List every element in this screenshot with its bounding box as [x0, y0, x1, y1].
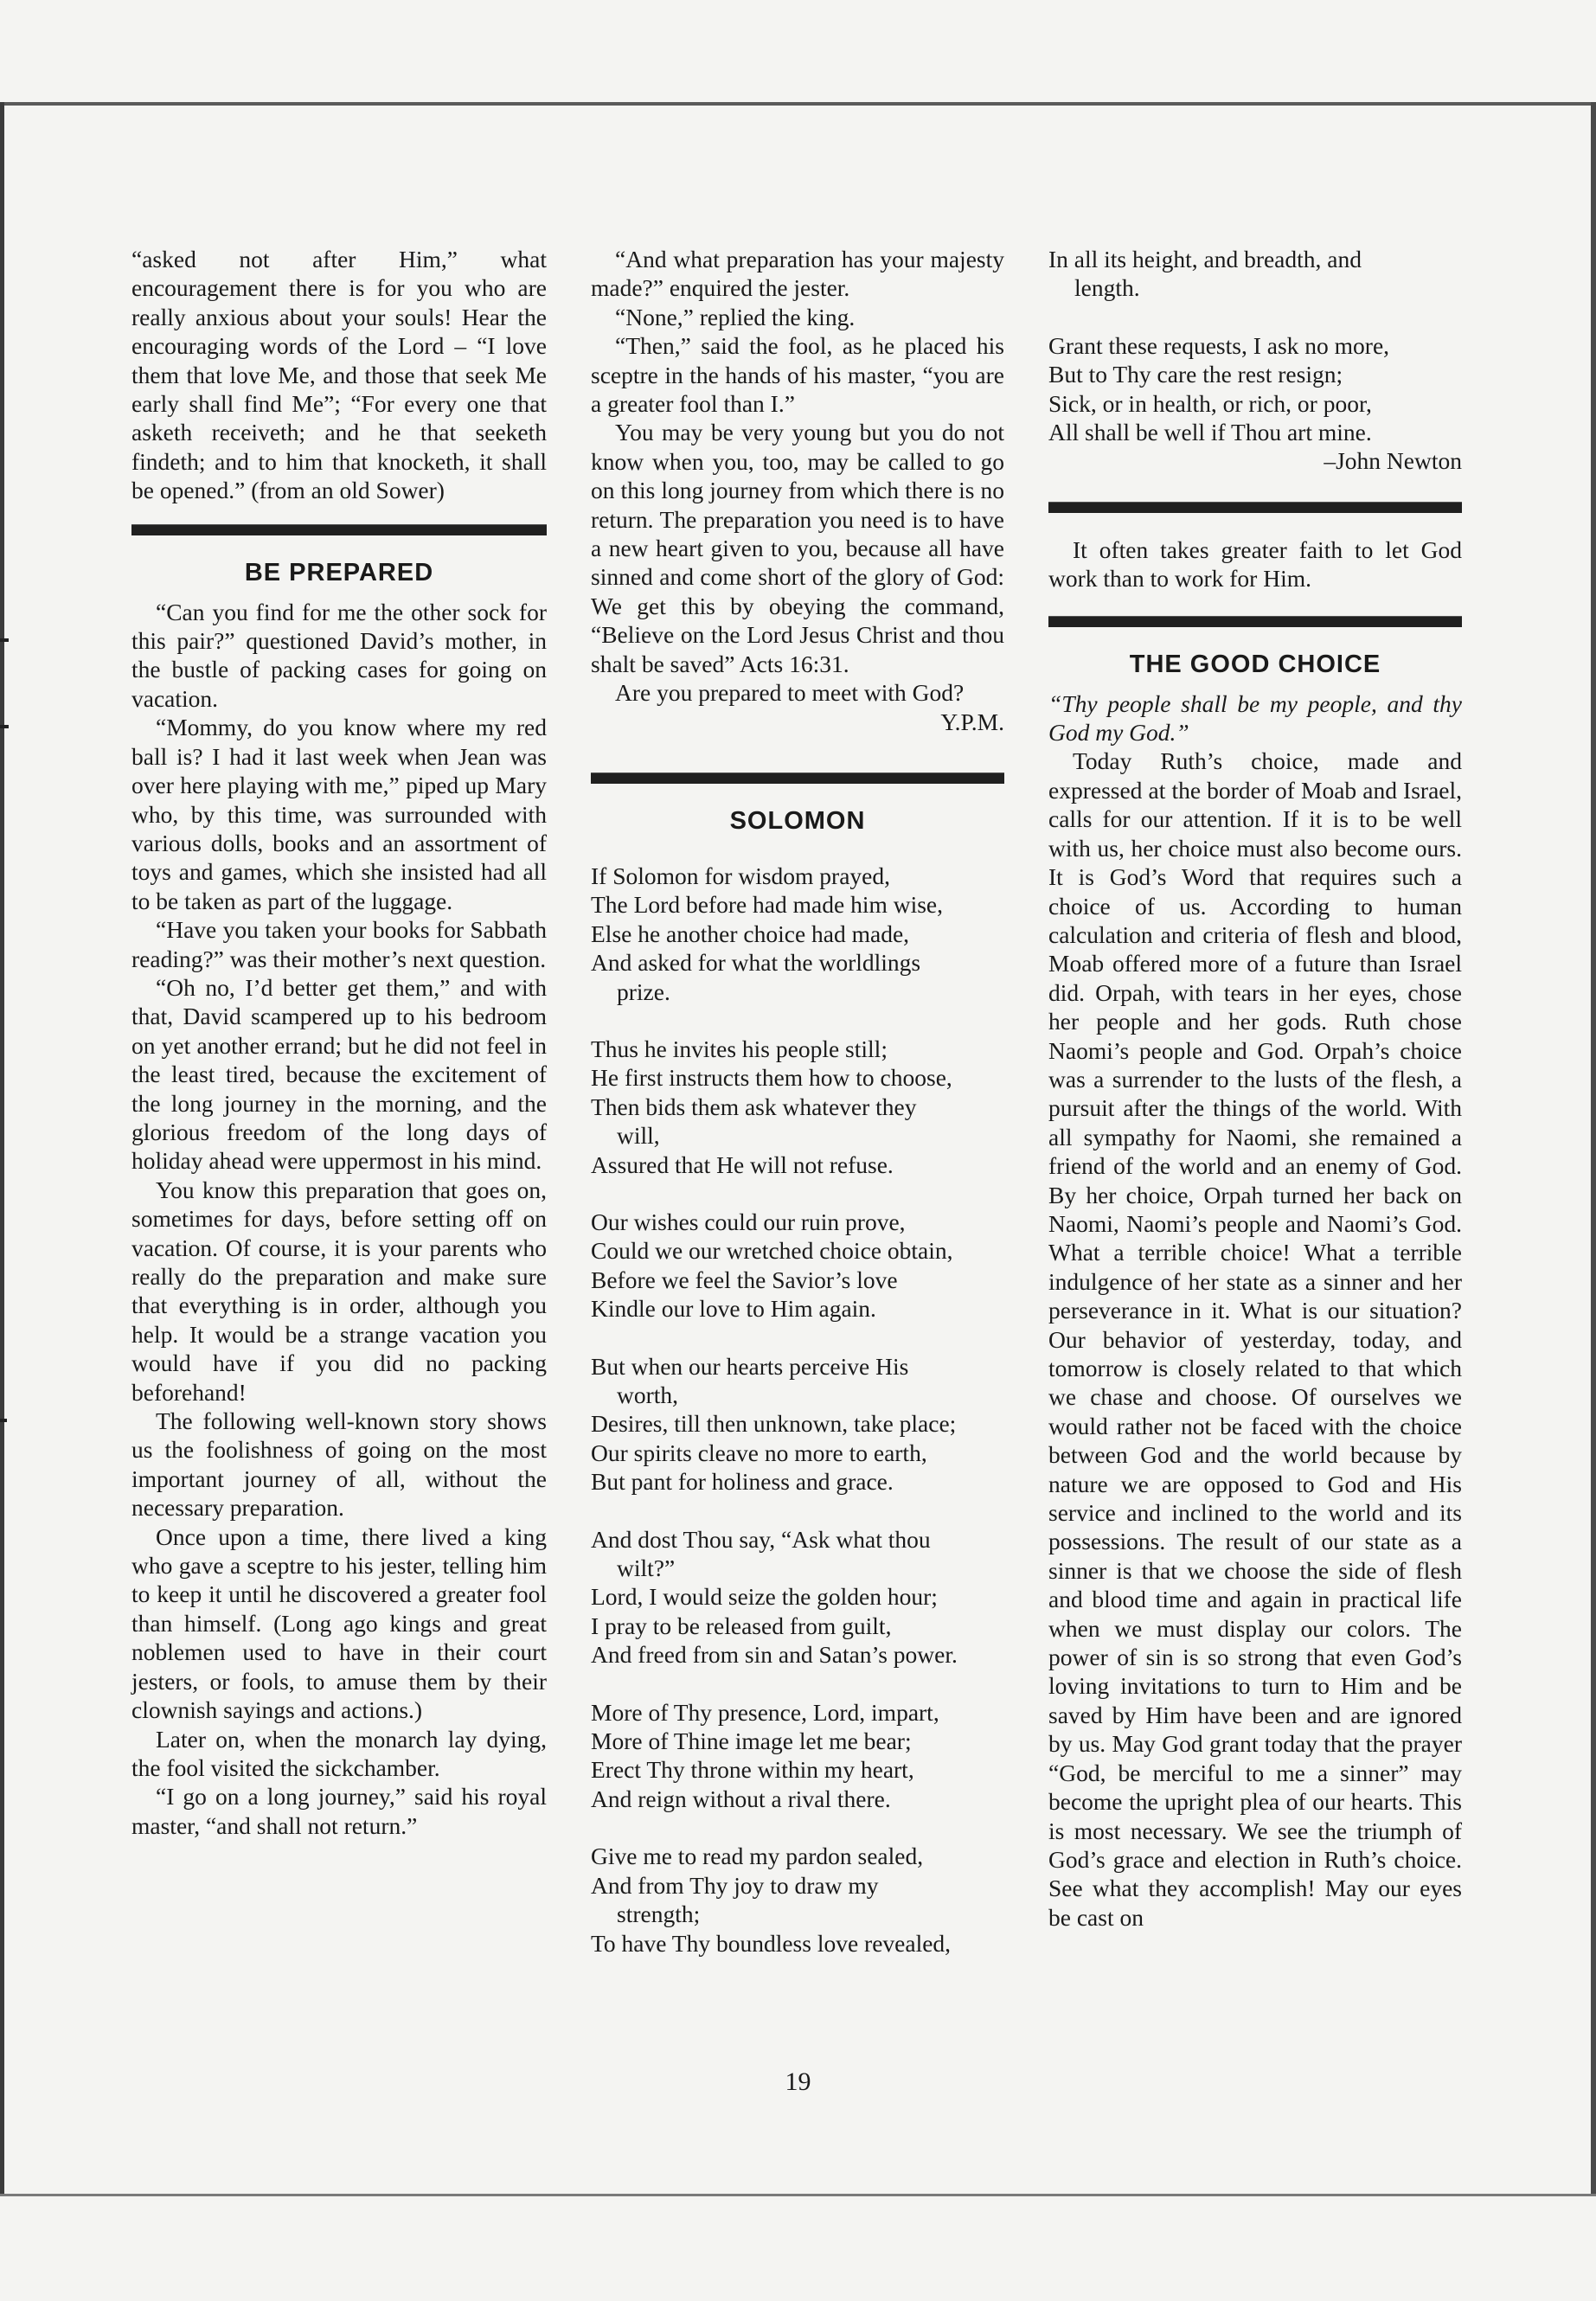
poem-line: To have Thy boundless love revealed, — [591, 1929, 952, 1957]
binding-mark — [0, 725, 9, 728]
poem-line: wilt?” — [617, 1554, 676, 1582]
column-1 — [131, 245, 547, 1840]
intro-paragraph: “asked not after Him,” what encouragement there is for you who are really anxious about your souls! Hear the encouraging words of the Lord – “I love them that love Me, and those that seek Me early shall find Me”; “For every one that asketh receiveth; and he that seeketh findeth; and to him that knocketh, it shall be opened.” (from an old Sower) — [131, 246, 547, 504]
poem-stanza — [591, 1352, 1004, 1497]
paragraph: “Oh no, I’d better get them,” and with that, David scampered up to his bedroom on yet another errand; but he did not feel in the least tired, because the excitement of the long journey in the morning, and the glorious freedom of the long days of holiday ahead were uppermost in his mind. — [131, 973, 547, 1175]
poem-line: The Lord before had made him wise, — [591, 891, 944, 919]
poem-line: Grant these requests, I ask no more, — [1048, 331, 1390, 359]
heading-solomon: SOLOMON — [729, 806, 866, 835]
section-divider — [1048, 616, 1462, 627]
poem-stanza — [1048, 245, 1462, 303]
paragraph: You may be very young but you do not know when you, too, may be called to go on this long journey from which there is no return. The preparation you need is to have a new heart given to you, because all have sinned and come short of the glory of God: We get this by obeying the command, “Believe on the Lord Jesus Christ and thou shalt be saved” Acts 16:31. — [591, 419, 1004, 677]
poem-stanza — [1048, 331, 1462, 447]
scan-edge-left — [0, 102, 4, 2195]
poem-line: worth, — [617, 1381, 679, 1408]
poem-author: –John Newton — [1324, 447, 1462, 475]
poem-stanza — [591, 1208, 1004, 1324]
poem-line: Thus he invites his people still; — [591, 1035, 888, 1062]
paragraph: The following well-known story shows us the foolishness of going on the most important journey of all, without the necessary preparation. — [131, 1407, 547, 1522]
poem-line: Assured that He will not refuse. — [591, 1150, 894, 1178]
paragraph: “Can you find for me the other sock for this pair?” questioned David’s mother, in the bustle of packing cases for going on vacation. — [131, 598, 547, 712]
poem-line: And dost Thou say, “Ask what thou — [591, 1525, 931, 1553]
poem-line: Erect Thy throne within my heart, — [591, 1756, 914, 1784]
poem-line: length. — [1074, 274, 1140, 302]
poem-line: And freed from sin and Satan’s power. — [591, 1641, 958, 1669]
poem-stanza — [591, 1525, 1004, 1670]
heading-good-choice: THE GOOD CHOICE — [1129, 650, 1381, 678]
section-divider — [1048, 502, 1462, 513]
poem-line: But pant for holiness and grace. — [591, 1468, 894, 1496]
poem-line: And from Thy joy to draw my — [591, 1871, 879, 1899]
poem-line: I pray to be released from guilt, — [591, 1612, 892, 1639]
poem-line: prize. — [617, 977, 670, 1005]
binding-mark — [0, 638, 9, 642]
column-2 — [591, 245, 1004, 1958]
poem-line: Lord, I would seize the golden hour; — [591, 1583, 938, 1611]
scan-edge-bottom — [0, 2194, 1596, 2196]
epigraph: “Thy people shall be my people, and thy God my God.” — [1048, 689, 1462, 747]
heading-be-prepared: BE PREPARED — [244, 558, 434, 586]
paragraph: Today Ruth’s choice, made and expressed at the border of Moab and Israel, calls for our attention. If it is to be well with us, her choice must also become ours. It is God’s Word that requires such a choice of us. According to human calculation and criteria of flesh and blood, Moab offered more of a future than Israel did. Orpah, with tears in her eyes, chose her people and her gods. Ruth chose Naomi’s people and God. Orpah’s choice was a surrender to the lusts of the flesh, a pursuit after the things of the world. With all sympathy for Naomi, she remained a friend of the world and an enemy of God. By her choice, Orpah turned her back on Naomi, Naomi’s people and Naomi’s God. What a terrible choice! What a terrible indulgence of her state as a sinner and her perseverance in it. What is our situation? Our behavior of yesterday, today, and tomorrow is closely related to that which we chase and choose. Of ourselves we would rather not be faced with the choice between God and the world because by nature we are opposed to God and His service and inclined to the world and its possessions. The result of our state as a sinner is that we choose the side of flesh and blood time and again in practical life when we must display our colors. The power of sin is so strong that even God’s loving invitations to turn to Him and be saved by Him have been and are ignored by us. May God grant today that the prayer “God, be merciful to me a sinner” may become the upright plea of our hearts. This is most necessary. We see the triumph of God’s grace and election in Ruth’s choice. See what they accomplish! May our eyes be cast on — [1048, 747, 1462, 1931]
poem-line: In all its height, and breadth, and — [1048, 246, 1362, 272]
column-3 — [1048, 245, 1462, 1932]
paragraph: “Mommy, do you know where my red ball is? I had it last week when Jean was over here playing with me,” piped up Mary who, by this time, was surrounded with various dolls, books and an assortment of toys and games, which she insisted had all to be taken as part of the luggage. — [131, 714, 547, 914]
paragraph: Once upon a time, there lived a king who gave a sceptre to his jester, telling him to keep it until he discovered a greater fool than himself. (Long ago kings and great noblemen used to have in their court jesters, or fools, to amuse them by their clownish sayings and actions.) — [131, 1522, 547, 1724]
poem-line: Kindle our love to Him again. — [591, 1295, 876, 1323]
poem-line: Before we feel the Savior’s love — [591, 1266, 898, 1293]
poem-line: But to Thy care the rest resign; — [1048, 361, 1343, 388]
binding-mark — [0, 1419, 7, 1422]
paragraph: “I go on a long journey,” said his royal master, “and shall not return.” — [131, 1783, 547, 1839]
poem-line: All shall be well if Thou art mine. — [1048, 419, 1372, 446]
scan-edge-right — [1591, 102, 1596, 2195]
paragraph: “Have you taken your books for Sabbath reading?” was their mother’s next question. — [131, 916, 547, 972]
poem-line: Sick, or in health, or rich, or poor, — [1048, 389, 1372, 417]
poem-line: Give me to read my pardon sealed, — [591, 1843, 924, 1870]
poem-line: And asked for what the worldlings — [591, 949, 921, 977]
poem-line: If Solomon for wisdom prayed, — [591, 862, 890, 889]
paragraph: “Then,” said the fool, as he placed his sceptre in the hands of his master, “you are a greater fool than I.” — [591, 332, 1004, 418]
poem-stanza — [591, 862, 1004, 1006]
poem-line: strength; — [617, 1900, 701, 1928]
paragraph: Later on, when the monarch lay dying, the fool visited the sickchamber. — [131, 1725, 547, 1781]
poem-line: will, — [617, 1122, 660, 1150]
poem-line: More of Thy presence, Lord, impart, — [591, 1698, 939, 1726]
poem-line: And reign without a rival there. — [591, 1785, 891, 1812]
section-divider — [131, 524, 547, 535]
poem-line: But when our hearts perceive His — [591, 1352, 909, 1380]
poem-line: Could we our wretched choice obtain, — [591, 1237, 953, 1265]
signature: Y.P.M. — [940, 708, 1004, 735]
poem-stanza — [591, 1842, 1004, 1958]
poem-line: Else he another choice had made, — [591, 920, 910, 947]
paragraph: You know this preparation that goes on, sometimes for days, before setting off on vacation. Of course, it is your parents who really do the preparation and make sure that everything is in order, although you help. It would be a strange vacation you would have if you did no packing beforehand! — [131, 1176, 547, 1406]
paragraph: “And what preparation has your majesty made?” enquired the jester. — [591, 246, 1004, 302]
poem-line: He first instructs them how to choose, — [591, 1064, 952, 1092]
faith-note: It often takes greater faith to let God work than to work for Him. — [1048, 535, 1462, 593]
paragraph: Are you prepared to meet with God? — [615, 679, 965, 707]
section-divider — [591, 772, 1004, 784]
poem-stanza — [591, 1035, 1004, 1179]
poem-stanza — [591, 1698, 1004, 1814]
poem-line: Then bids them ask whatever they — [591, 1093, 917, 1120]
poem-line: Our wishes could our ruin prove, — [591, 1208, 906, 1235]
scan-edge-top — [0, 102, 1596, 106]
page-number: 19 — [785, 2067, 811, 2096]
paragraph: “None,” replied the king. — [615, 303, 856, 330]
poem-line: Our spirits cleave no more to earth, — [591, 1439, 927, 1466]
poem-line: Desires, till then unknown, take place; — [591, 1410, 957, 1438]
poem-line: More of Thine image let me bear; — [591, 1727, 912, 1755]
